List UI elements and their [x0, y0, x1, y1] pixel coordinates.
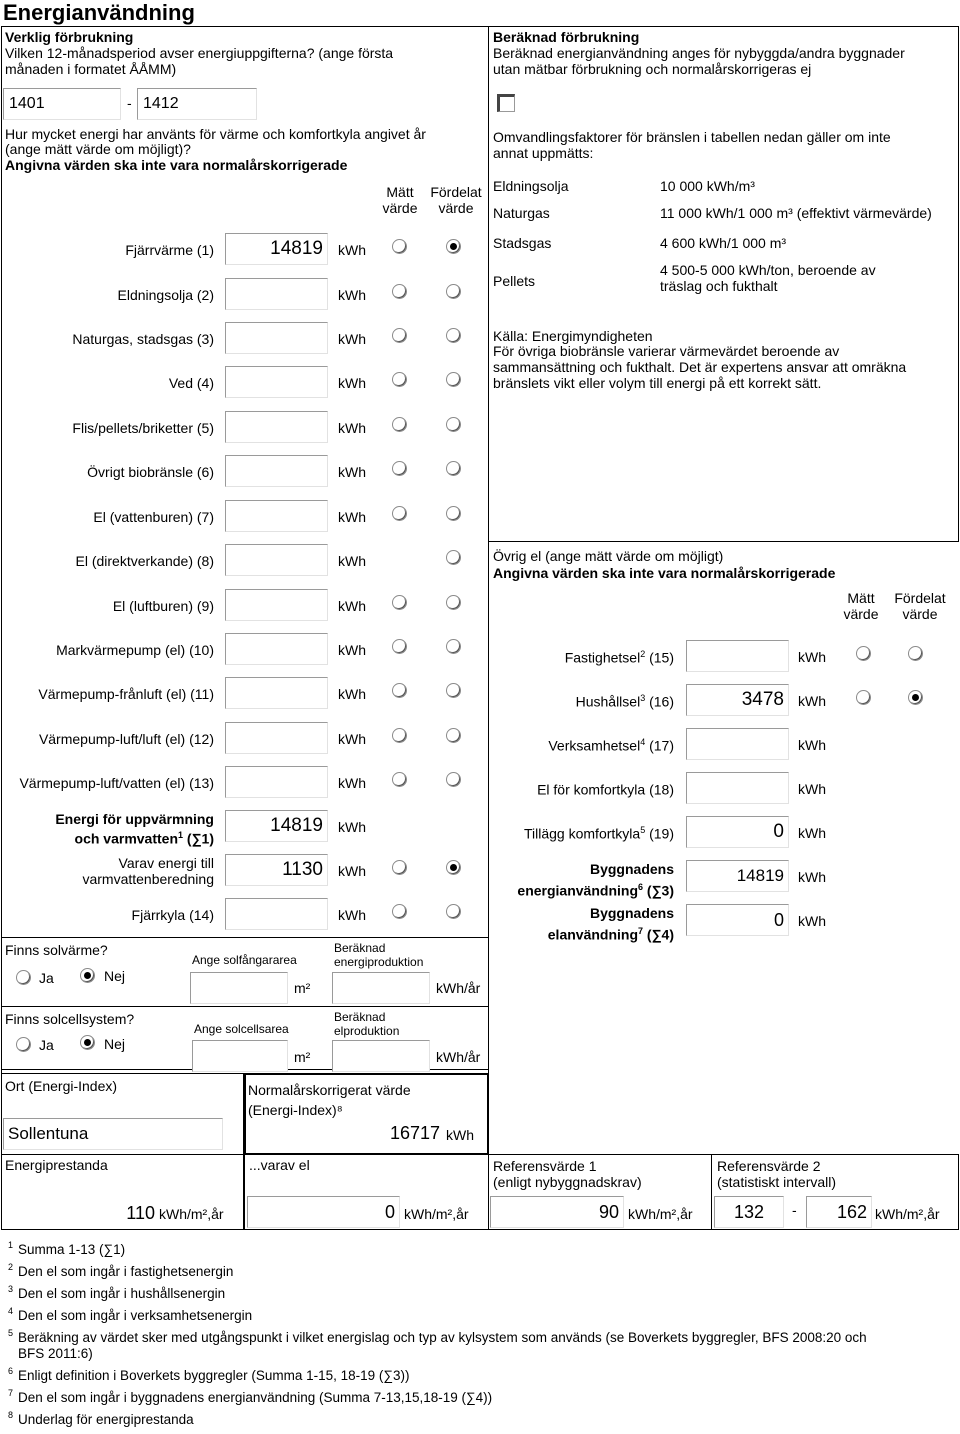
elproduktion-input[interactable]	[332, 1040, 430, 1072]
energy-row-matt-radio[interactable]	[392, 595, 407, 610]
energy-row-label: Övrigt biobränsle (6)	[87, 464, 214, 480]
energy-row-fordelat-radio[interactable]	[446, 683, 461, 698]
solvarme-nej-label: Nej	[104, 968, 126, 984]
energy-row-fordelat-radio[interactable]	[446, 239, 461, 254]
energy-row-label: Värmepump-frånluft (el) (11)	[38, 686, 214, 702]
solfangararea-input[interactable]	[190, 972, 288, 1004]
solvarme-ja-radio[interactable]	[16, 970, 31, 985]
footnote-text: Enligt definition i Boverkets byggregler (Summa 1-15, 18-19 (∑3))	[18, 1368, 410, 1383]
page-title: Energianvändning	[3, 0, 195, 25]
elproduktion-label: Beräknad elproduktion	[334, 1010, 400, 1038]
energy-row-fordelat-radio[interactable]	[446, 284, 461, 299]
omvandling-note: För övriga biobränsle varierar värmevärdet beroende av sammansättning och fukthalt. Det är expertens ansvar att omräkna bränslets vikt eller volym till energi på ett korrekt sätt.	[493, 343, 907, 391]
ovrig-row-footnote-ref: 4	[640, 737, 646, 747]
ref2-to-value[interactable]: 162	[806, 1196, 872, 1228]
energy-row-unit: kWh	[338, 642, 366, 658]
energy-row-unit: kWh	[338, 287, 366, 303]
solvarme-ja-label: Ja	[39, 970, 54, 986]
energy-row-input[interactable]	[225, 589, 328, 621]
energy-row-input[interactable]	[225, 633, 328, 665]
ovrig-row-unit: kWh	[798, 693, 826, 709]
footnote-number: 8	[8, 1410, 14, 1420]
energy-row-input[interactable]	[225, 455, 328, 487]
energy-row-matt-radio[interactable]	[392, 239, 407, 254]
footnote-number: 5	[8, 1328, 14, 1338]
energy-row-fordelat-radio[interactable]	[446, 328, 461, 343]
ref2-label: Referensvärde 2 (statistiskt intervall)	[717, 1158, 837, 1190]
energi-uppvarmning-label: Energi för uppvärmning och varmvatten$^1$ (∑1)	[55, 811, 214, 847]
byggnad-el-value[interactable]: 0	[686, 904, 789, 936]
beraknad-heading: Beräknad förbrukning	[493, 29, 640, 45]
fjarrkyla-fordelat-radio[interactable]	[446, 904, 461, 919]
energy-row-matt-radio[interactable]	[392, 461, 407, 476]
factor-stadsgas: 4 600 kWh/1 000 m³	[660, 235, 787, 251]
solfangararea-unit: m²	[294, 980, 311, 996]
energiproduktion-label: Beräknad energiproduktion	[334, 941, 424, 969]
solcell-nej-radio[interactable]	[80, 1035, 95, 1050]
solcell-question: Finns solcellsystem?	[5, 1011, 135, 1027]
energy-row-fordelat-radio[interactable]	[446, 728, 461, 743]
energy-row-fordelat-radio[interactable]	[446, 595, 461, 610]
fuel-naturgas: Naturgas	[493, 205, 550, 221]
not-normalized-note: Angivna värden ska inte vara normalårskorrigerade	[5, 157, 348, 173]
ovrig-el-note: Angivna värden ska inte vara normalårskorrigerade	[493, 565, 836, 581]
energy-row-label: Markvärmepump (el) (10)	[56, 642, 214, 658]
footnote	[8, 1368, 888, 1384]
solcellsarea-unit: m²	[294, 1049, 311, 1065]
solvarme-question: Finns solvärme?	[5, 942, 108, 958]
energy-row-label: Fjärrvärme (1)	[125, 242, 214, 258]
energy-row-matt-radio[interactable]	[392, 372, 407, 387]
energy-row-unit: kWh	[338, 598, 366, 614]
omvandling-source: Källa: Energimyndigheten	[493, 328, 653, 344]
ovrig-row-label-text: Tillägg komfortkyla	[524, 825, 641, 842]
energy-row-unit: kWh	[338, 331, 366, 347]
energy-row-label: El (vattenburen) (7)	[93, 509, 214, 525]
footnote-number: 2	[8, 1262, 14, 1272]
ovrig-col-fordelat: Fördelat värde	[894, 590, 946, 622]
energy-row-input[interactable]: 14819	[225, 233, 328, 265]
energy-row-label: Värmepump-luft/vatten (el) (13)	[19, 775, 214, 791]
energy-row-matt-radio[interactable]	[392, 772, 407, 787]
ovrig-row-unit: kWh	[798, 649, 826, 665]
energy-row-input[interactable]	[225, 766, 328, 798]
byggnad-energi-label: Byggnadens energianvändning$^6$ (∑3)	[517, 861, 674, 899]
energy-row-input[interactable]	[225, 500, 328, 532]
fuel-eldningsolja: Eldningsolja	[493, 178, 569, 194]
energy-row-fordelat-radio[interactable]	[446, 639, 461, 654]
ovrig-row-number: (15)	[649, 649, 674, 666]
ovrig-col-matt: Mätt värde	[843, 590, 879, 622]
footnote	[8, 1264, 888, 1280]
footnote	[8, 1412, 888, 1428]
solfangararea-label: Ange solfångararea	[192, 953, 297, 967]
varav-matt-radio[interactable]	[392, 860, 407, 875]
factor-naturgas: 11 000 kWh/1 000 m³ (effektivt värmevärde)	[660, 205, 932, 221]
ref1-label: Referensvärde 1 (enligt nybyggnadskrav)	[493, 1158, 642, 1190]
ovrig-row-fordelat-radio[interactable]	[908, 690, 923, 705]
norm-value[interactable]: 16717	[389, 1123, 440, 1143]
footnote-text: Summa 1-13 (∑1)	[18, 1242, 126, 1257]
ref2-from-value[interactable]: 132	[714, 1196, 784, 1228]
energy-row-fordelat-radio[interactable]	[446, 506, 461, 521]
solvarme-nej-radio[interactable]	[80, 968, 95, 983]
footnote-number: 3	[8, 1284, 14, 1294]
solcell-nej-label: Nej	[104, 1036, 126, 1052]
varav-el-label: ...varav el	[249, 1157, 310, 1173]
energy-row-input[interactable]	[225, 544, 328, 576]
footnote	[8, 1390, 888, 1406]
energy-row-unit: kWh	[338, 420, 366, 436]
energy-row-matt-radio[interactable]	[392, 683, 407, 698]
ovrig-row-matt-radio[interactable]	[856, 646, 871, 661]
energy-row-unit: kWh	[338, 242, 366, 258]
energy-row-fordelat-radio[interactable]	[446, 461, 461, 476]
beraknad-text: Beräknad energianvändning anges för nybyggda/andra byggnader utan mätbar förbrukning och normalårskorrigeras ej	[493, 45, 905, 77]
ovrig-row-footnote-ref: 5	[640, 825, 646, 835]
varav-varmvatten-value[interactable]: 1130	[225, 854, 328, 886]
footnote	[8, 1308, 888, 1324]
omvandling-intro: Omvandlingsfaktorer för bränslen i tabellen nedan gäller om inte annat uppmätts:	[493, 129, 891, 161]
energy-row-input[interactable]	[225, 366, 328, 398]
energy-row-label: Naturgas, stadsgas (3)	[72, 331, 214, 347]
energy-row-fordelat-radio[interactable]	[446, 550, 461, 565]
fjarrkyla-value[interactable]	[225, 898, 328, 930]
ovrig-row-label	[480, 693, 674, 710]
energy-row-input[interactable]	[225, 411, 328, 443]
energy-row-unit: kWh	[338, 731, 366, 747]
factor-pellets: 4 500-5 000 kWh/ton, beroende av träslag och fukthalt	[660, 262, 876, 294]
ovrig-row-label-text: Verksamhetsel	[548, 737, 641, 754]
footnote	[8, 1242, 888, 1258]
energy-row-matt-radio[interactable]	[392, 284, 407, 299]
solcell-ja-label: Ja	[39, 1037, 54, 1053]
ovrig-row-input[interactable]: 0	[686, 816, 789, 848]
solcell-ja-radio[interactable]	[16, 1037, 31, 1052]
footnote-text: Den el som ingår i verksamhetsenergin	[18, 1308, 253, 1323]
energy-row-input[interactable]	[225, 278, 328, 310]
ort-label: Ort (Energi-Index)	[5, 1078, 118, 1094]
period-from-input[interactable]: 1401	[3, 88, 121, 120]
ref2-unit: kWh/m²,år	[875, 1206, 940, 1222]
byggnad-el-label: Byggnadens elanvändning$^7$ (∑4)	[547, 905, 674, 943]
varav-el-value[interactable]: 0	[247, 1196, 400, 1228]
ovrig-row-number: (16)	[649, 693, 674, 710]
energy-row-fordelat-radio[interactable]	[446, 372, 461, 387]
ovrig-row-number: (19)	[649, 825, 674, 842]
varav-varmvatten-unit: kWh	[338, 863, 366, 879]
energy-row-fordelat-radio[interactable]	[446, 417, 461, 432]
footnote-number: 6	[8, 1366, 14, 1376]
solcellsarea-label: Ange solcellsarea	[194, 1022, 289, 1036]
ovrig-row-label-text: El för komfortkyla (18)	[537, 781, 674, 798]
ref2-dash: -	[792, 1202, 797, 1218]
energy-row-label: Ved (4)	[168, 375, 214, 391]
ovrig-el-heading: Övrig el (ange mätt värde om möjligt)	[493, 548, 724, 564]
ovrig-row-input[interactable]	[686, 728, 789, 760]
energy-row-matt-radio[interactable]	[392, 417, 407, 432]
period-to-input[interactable]: 1412	[137, 88, 257, 120]
prestanda-value[interactable]: 110	[126, 1203, 155, 1223]
byggnad-energi-unit: kWh	[798, 869, 826, 885]
energy-question: Hur mycket energi har använts för värme och komfortkyla angivet år (ange mätt värde om möjligt)?	[5, 126, 426, 157]
beraknad-checkbox[interactable]	[497, 94, 515, 112]
ref1-value[interactable]: 90	[490, 1196, 624, 1228]
energy-row-label: El (luftburen) (9)	[112, 598, 214, 614]
footnote-text: Den el som ingår i byggnadens energianvändning (Summa 7-13,15,18-19 (∑4))	[18, 1390, 493, 1405]
ovrig-row-footnote-ref: 2	[640, 649, 646, 659]
ovrig-row-input[interactable]: 3478	[686, 684, 789, 716]
energy-row-unit: kWh	[338, 775, 366, 791]
varav-varmvatten-label: Varav energi till varmvattenberedning	[82, 855, 214, 887]
ovrig-row-label-text: Fastighetsel	[564, 649, 641, 666]
ovrig-row-footnote-ref: 3	[640, 693, 646, 703]
fjarrkyla-label: Fjärrkyla (14)	[131, 907, 214, 923]
verklig-heading: Verklig förbrukning	[5, 29, 134, 45]
ort-input[interactable]: Sollentuna	[3, 1118, 223, 1150]
energy-row-label: El (direktverkande) (8)	[75, 553, 214, 569]
energi-uppvarmning-value[interactable]: 14819	[225, 810, 328, 842]
ovrig-row-label	[480, 781, 674, 798]
ovrig-row-label	[480, 825, 674, 842]
fuel-stadsgas: Stadsgas	[493, 235, 552, 251]
energy-row-matt-radio[interactable]	[392, 506, 407, 521]
footnotes	[8, 1242, 908, 1434]
ovrig-row-fordelat-radio[interactable]	[908, 646, 923, 661]
energy-row-unit: kWh	[338, 553, 366, 569]
energiproduktion-unit: kWh/år	[436, 980, 481, 996]
energy-row-input[interactable]	[225, 677, 328, 709]
energy-row-label: Eldningsolja (2)	[117, 287, 214, 303]
fjarrkyla-unit: kWh	[338, 907, 366, 923]
varav-el-unit: kWh/m²,år	[404, 1206, 469, 1222]
prestanda-label: Energiprestanda	[5, 1157, 108, 1173]
ovrig-row-unit: kWh	[798, 737, 826, 753]
footnote-number: 7	[8, 1388, 14, 1398]
ovrig-row-label	[480, 737, 674, 754]
energiproduktion-input[interactable]	[332, 972, 430, 1004]
norm-unit: kWh	[446, 1127, 474, 1143]
footnote-number: 1	[8, 1240, 14, 1250]
ovrig-row-unit: kWh	[798, 825, 826, 841]
elproduktion-unit: kWh/år	[436, 1049, 481, 1065]
col-header-fordelat: Fördelat värde	[430, 184, 482, 216]
verklig-question: Vilken 12-månadsperiod avser energiuppgifterna? (ange första månaden i formatet ÅÅMM)	[5, 45, 394, 77]
ovrig-row-label	[480, 649, 674, 666]
ovrig-row-input[interactable]	[686, 640, 789, 672]
byggnad-energi-value[interactable]: 14819	[686, 860, 789, 892]
ovrig-row-number: (17)	[649, 737, 674, 754]
footnote	[8, 1330, 888, 1362]
col-header-matt: Mätt värde	[382, 184, 418, 216]
ovrig-row-unit: kWh	[798, 781, 826, 797]
norm-label: Normalårskorrigerat värde (Energi-Index)⁸	[248, 1082, 411, 1118]
footnote-text: Den el som ingår i fastighetsenergin	[18, 1264, 234, 1279]
fjarrkyla-matt-radio[interactable]	[392, 904, 407, 919]
factor-eldningsolja: 10 000 kWh/m³	[660, 178, 755, 194]
ref1-unit: kWh/m²,år	[628, 1206, 693, 1222]
fuel-pellets: Pellets	[493, 273, 536, 289]
byggnad-el-unit: kWh	[798, 913, 826, 929]
energy-row-unit: kWh	[338, 509, 366, 525]
footnote-text: Den el som ingår i hushållsenergin	[18, 1286, 226, 1301]
ovrig-row-matt-radio[interactable]	[856, 690, 871, 705]
solcellsarea-input[interactable]	[192, 1040, 288, 1072]
energy-row-matt-radio[interactable]	[392, 639, 407, 654]
energy-row-label: Flis/pellets/briketter (5)	[72, 420, 214, 436]
energy-row-fordelat-radio[interactable]	[446, 772, 461, 787]
energy-row-unit: kWh	[338, 375, 366, 391]
energy-row-unit: kWh	[338, 464, 366, 480]
energy-row-unit: kWh	[338, 686, 366, 702]
prestanda-unit: kWh/m²,år	[159, 1206, 224, 1222]
energy-row-matt-radio[interactable]	[392, 728, 407, 743]
footnote-number: 4	[8, 1306, 14, 1316]
footnote	[8, 1286, 888, 1302]
energy-row-matt-radio[interactable]	[392, 328, 407, 343]
energy-row-input[interactable]	[225, 322, 328, 354]
energy-row-label: Värmepump-luft/luft (el) (12)	[38, 731, 214, 747]
ovrig-row-label-text: Hushållsel	[575, 693, 641, 710]
footnote-text: Beräkning av värdet sker med utgångspunkt i vilket energislag och typ av kylsystem som används (se Boverkets byggregler, BFS 2008:20 och BFS 2011:6)	[18, 1330, 867, 1361]
energi-uppvarmning-unit: kWh	[338, 819, 366, 835]
ovrig-row-input[interactable]	[686, 772, 789, 804]
energy-row-input[interactable]	[225, 722, 328, 754]
footnote-text: Underlag för energiprestanda	[18, 1412, 194, 1427]
period-dash: -	[127, 95, 132, 111]
varav-fordelat-radio[interactable]	[446, 860, 461, 875]
